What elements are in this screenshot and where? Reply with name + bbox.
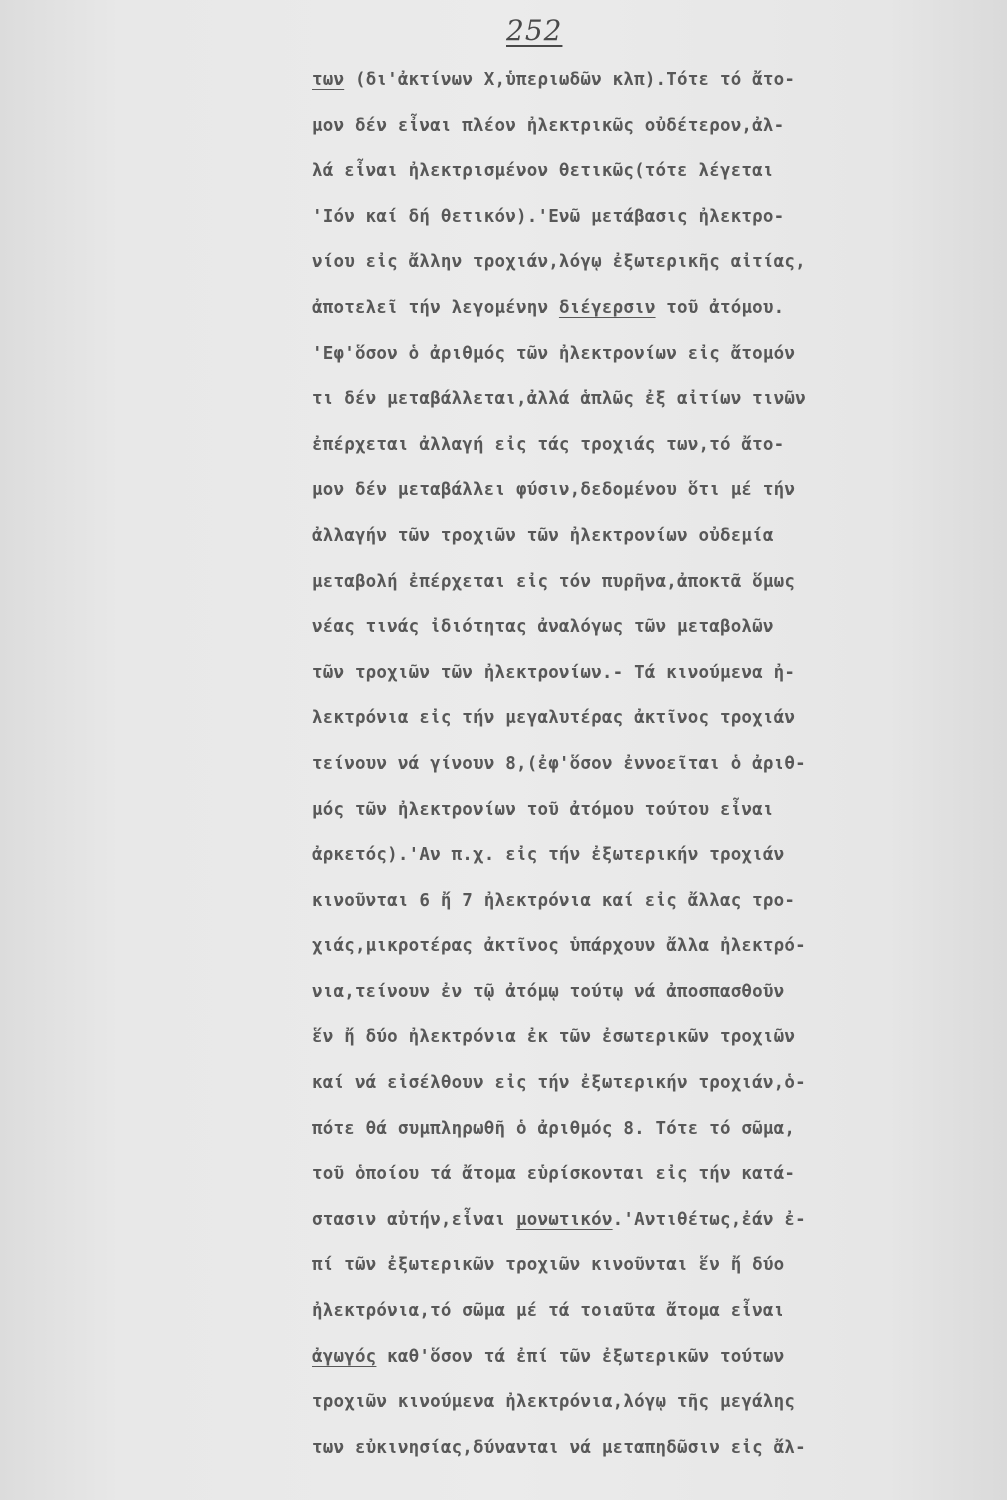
text-line — [312, 742, 952, 788]
text-segment: (δι'ἀκτίνων Χ,ὑπεριωδῶν κλπ).Τότε τό ἄτο- — [344, 70, 796, 90]
text-segment: .'Αντιθέτως,ἐάν ἐ- — [612, 1209, 806, 1230]
typewritten-text-body — [312, 58, 952, 1471]
text-line — [312, 286, 952, 332]
text-segment: λεκτρόνια εἰς τήν μεγαλυτέρας ἀκτῖνος τροχιάν — [312, 708, 796, 729]
text-segment: λά εἶναι ἠλεκτρισμένον θετικῶς(τότε λέγεται — [312, 161, 774, 182]
text-line — [312, 240, 952, 286]
text-line — [312, 879, 952, 925]
text-line — [312, 468, 952, 514]
text-segment: τείνουν νά γίνουν 8,(ἐφ'ὅσον ἐννοεῖται ὁ ἀριθ- — [312, 753, 806, 774]
text-line — [312, 651, 952, 697]
text-segment: καί νά εἰσέλθουν εἰς τήν ἐξωτερικήν τροχιάν,ὁ- — [312, 1073, 806, 1094]
text-segment: 'Εφ'ὅσον ὁ ἀριθμός τῶν ἠλεκτρονίων εἰς ἄτομόν — [312, 343, 796, 364]
text-line — [312, 514, 952, 560]
text-segment: μεταβολή ἐπέρχεται εἰς τόν πυρῆνα,ἀποκτᾶ ὅμως — [312, 571, 796, 592]
text-line — [312, 924, 952, 970]
text-segment: τροχιῶν κινούμενα ἠλεκτρόνια,λόγῳ τῆς μεγάλης — [312, 1392, 796, 1413]
text-line — [312, 104, 952, 150]
text-line — [312, 970, 952, 1016]
text-segment: τι δέν μεταβάλλεται,ἀλλά ἁπλῶς ἐξ αἰτίων τινῶν — [312, 389, 806, 410]
text-line — [312, 1289, 952, 1335]
text-segment: τῶν τροχιῶν τῶν ἠλεκτρονίων.- Τά κινούμενα ἠ- — [312, 662, 796, 683]
text-segment: μον δέν εἶναι πλέον ἠλεκτρικῶς οὐδέτερον,ἀλ- — [312, 115, 785, 136]
text-line — [312, 788, 952, 834]
text-line — [312, 1152, 952, 1198]
text-segment: ἕν ἤ δύο ἠλεκτρόνια ἐκ τῶν ἐσωτερικῶν τροχιῶν — [312, 1027, 796, 1048]
text-line — [312, 58, 952, 104]
text-segment: των εὐκινησίας,δύνανται νά μεταπηδῶσιν εἰς ἄλ- — [312, 1437, 806, 1458]
text-line — [312, 605, 952, 651]
text-segment: νια,τείνουν ἐν τῷ ἀτόμῳ τούτῳ νά ἀποσπασθοῦν — [312, 981, 785, 1002]
text-segment: πί τῶν ἐξωτερικῶν τροχιῶν κινοῦνται ἕν ἤ δύο — [312, 1255, 785, 1276]
text-line — [312, 332, 952, 378]
text-line — [312, 149, 952, 195]
text-segment: κινοῦνται 6 ἤ 7 ἠλεκτρόνια καί εἰς ἄλλας τρο- — [312, 890, 796, 911]
text-line — [312, 1335, 952, 1381]
text-segment: 'Ιόν καί δή θετικόν).'Ενῶ μετάβασις ἠλεκτρο- — [312, 206, 785, 227]
text-segment: πότε θά συμπληρωθῆ ὁ ἀριθμός 8. Τότε τό σῶμα, — [312, 1118, 796, 1139]
underlined-term: διέγερσιν — [558, 297, 656, 318]
text-segment: μός τῶν ἠλεκτρονίων τοῦ ἀτόμου τούτου εἶναι — [312, 799, 774, 820]
text-segment: νέας τινάς ἰδιότητας ἀναλόγως τῶν μεταβολῶν — [312, 617, 774, 638]
text-line — [312, 423, 952, 469]
text-line — [312, 1426, 952, 1472]
text-segment: τοῦ ὁποίου τά ἄτομα εὑρίσκονται εἰς τήν κατά- — [312, 1164, 796, 1185]
text-line — [312, 1107, 952, 1153]
page-number: 252 — [506, 14, 563, 47]
text-line — [312, 560, 952, 606]
text-line — [312, 377, 952, 423]
underlined-term: μονωτικόν — [515, 1209, 613, 1230]
underlined-term: ἀγωγός — [312, 1346, 377, 1367]
text-line — [312, 195, 952, 241]
text-line — [312, 1061, 952, 1107]
text-segment: νίου εἰς ἄλλην τροχιάν,λόγῳ ἐξωτερικῆς αἰτίας, — [312, 252, 806, 273]
text-segment: ἠλεκτρόνια,τό σῶμα μέ τά τοιαῦτα ἄτομα εἶναι — [312, 1301, 785, 1322]
text-line — [312, 1243, 952, 1289]
text-line — [312, 1380, 952, 1426]
text-segment: ἀρκετός).'Αν π.χ. εἰς τήν ἐξωτερικήν τροχιάν — [312, 845, 785, 866]
text-segment: ἀλλαγήν τῶν τροχιῶν τῶν ἠλεκτρονίων οὐδεμία — [312, 525, 774, 546]
text-segment: καθ'ὅσον τά ἐπί τῶν ἐξωτερικῶν τούτων — [376, 1346, 785, 1367]
text-line — [312, 696, 952, 742]
text-line — [312, 1015, 952, 1061]
text-segment: χιάς,μικροτέρας ἀκτῖνος ὑπάρχουν ἄλλα ἠλεκτρό- — [312, 936, 806, 957]
text-segment: στασιν αὐτήν,εἶναι — [312, 1209, 516, 1230]
text-segment: ἐπέρχεται ἀλλαγή εἰς τάς τροχιάς των,τό ἄτο- — [312, 434, 785, 455]
text-segment: ἀποτελεῖ τήν λεγομένην — [312, 297, 559, 318]
text-segment: μον δέν μεταβάλλει φύσιν,δεδομένου ὅτι μέ τήν — [312, 480, 796, 501]
text-segment: τοῦ ἀτόμου. — [655, 297, 785, 318]
text-line — [312, 833, 952, 879]
text-line — [312, 1198, 952, 1244]
underlined-term: των — [312, 70, 345, 90]
